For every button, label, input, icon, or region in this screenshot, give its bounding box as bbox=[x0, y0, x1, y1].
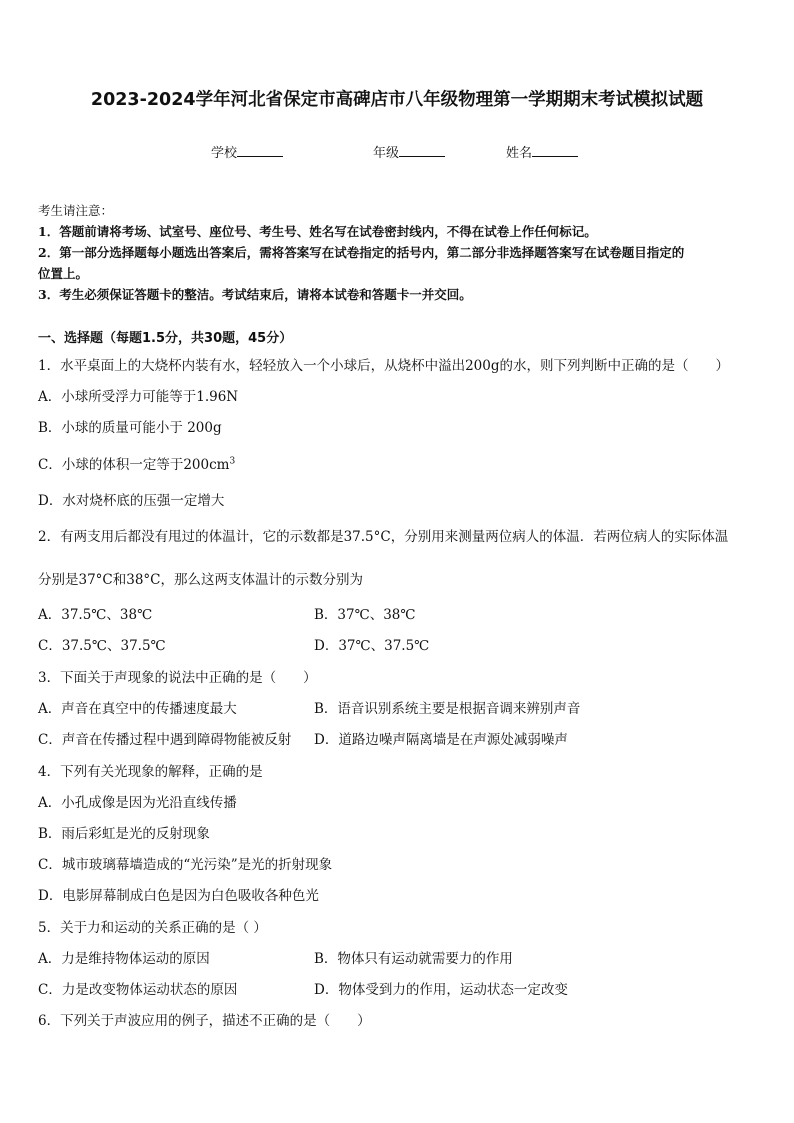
notice-rule-3: 3．考生必须保证答题卡的整洁。考试结束后，请将本试卷和答题卡一并交回。 bbox=[38, 287, 472, 302]
q4-option-c: C．城市玻璃幕墙造成的“光污染”是光的折射现象 bbox=[38, 857, 333, 873]
notice-heading: 考生请注意： bbox=[38, 203, 114, 218]
school-field bbox=[211, 142, 283, 161]
q3-option-b: B．语音识别系统主要是根据音调来辨别声音 bbox=[314, 701, 581, 717]
q5-option-c: C．力是改变物体运动状态的原因 bbox=[38, 982, 238, 998]
q3-option-c: C．声音在传播过程中遇到障碍物能被反射 bbox=[38, 732, 292, 748]
grade-label: 年级 bbox=[373, 146, 400, 161]
q2-option-b: B．37℃、38℃ bbox=[314, 607, 416, 623]
notice-rule-2: 2．第一部分选择题每小题选出答案后，需将答案写在试卷指定的括号内，第二部分非选择题答案写在试卷题目指定的 bbox=[38, 245, 685, 260]
q2-option-a: A．37.5℃、38℃ bbox=[38, 607, 153, 623]
q6-stem: 6．下列关于声波应用的例子，描述不正确的是（ ） bbox=[38, 1013, 371, 1029]
q5-option-b: B．物体只有运动就需要力的作用 bbox=[314, 951, 513, 967]
q2-stem-cont: 分别是37°C和38°C，那么这两支体温计的示数分别为 bbox=[38, 572, 364, 588]
q4-option-a: A．小孔成像是因为光沿直线传播 bbox=[38, 795, 237, 811]
q1-option-b: B．小球的质量可能小于 200g bbox=[38, 420, 222, 436]
q4-option-b: B．雨后彩虹是光的反射现象 bbox=[38, 826, 210, 842]
q3-option-a: A．声音在真空中的传播速度最大 bbox=[38, 701, 237, 717]
notice-rule-1: 1．答题前请将考场、试室号、座位号、考生号、姓名写在试卷密封线内，不得在试卷上作任何标记。 bbox=[38, 224, 597, 239]
q1-option-c-sup: 3 bbox=[229, 456, 236, 467]
q4-option-d: D．电影屏幕制成白色是因为白色吸收各种色光 bbox=[38, 888, 319, 904]
page-title: 2023-2024学年河北省保定市高碑店市八年级物理第一学期期末考试模拟试题 bbox=[90, 90, 704, 110]
q4-stem: 4．下列有关光现象的解释，正确的是 bbox=[38, 764, 263, 780]
q2-stem: 2．有两支用后都没有甩过的体温计，它的示数都是37.5°C，分别用来测量两位病人的体温．若两位病人的实际体温 bbox=[38, 529, 729, 545]
q1-option-c bbox=[38, 453, 235, 473]
school-blank bbox=[237, 144, 283, 157]
school-label: 学校 bbox=[211, 146, 238, 161]
q1-option-a: A．小球所受浮力可能等于1.96N bbox=[38, 389, 239, 405]
notice-block bbox=[38, 200, 760, 305]
q3-option-d: D．道路边噪声隔离墙是在声源处减弱噪声 bbox=[314, 732, 568, 748]
q2-option-d: D．37℃、37.5℃ bbox=[314, 638, 430, 654]
name-blank bbox=[532, 144, 578, 157]
name-field bbox=[506, 142, 578, 161]
grade-blank bbox=[399, 144, 445, 157]
q1-option-d: D．水对烧杯底的压强一定增大 bbox=[38, 493, 225, 509]
q5-option-d: D．物体受到力的作用，运动状态一定改变 bbox=[314, 982, 568, 998]
q1-option-c-text: C．小球的体积一定等于200cm bbox=[38, 457, 230, 473]
name-label: 姓名 bbox=[506, 146, 533, 161]
notice-rule-2-cont: 位置上。 bbox=[38, 266, 89, 281]
q2-option-c: C．37.5℃、37.5℃ bbox=[38, 638, 166, 654]
q3-stem: 3．下面关于声现象的说法中正确的是（ ） bbox=[38, 670, 317, 686]
section-heading: 一、选择题（每题1.5分，共30题，45分） bbox=[38, 331, 293, 346]
q1-stem: 1．水平桌面上的大烧杯内装有水，轻轻放入一个小球后，从烧杯中溢出200g的水，则下列判断中正确的是（ ） bbox=[38, 358, 729, 374]
q5-option-a: A．力是维持物体运动的原因 bbox=[38, 951, 210, 967]
grade-field bbox=[373, 142, 445, 161]
q5-stem: 5．关于力和运动的关系正确的是（ ） bbox=[38, 920, 267, 936]
